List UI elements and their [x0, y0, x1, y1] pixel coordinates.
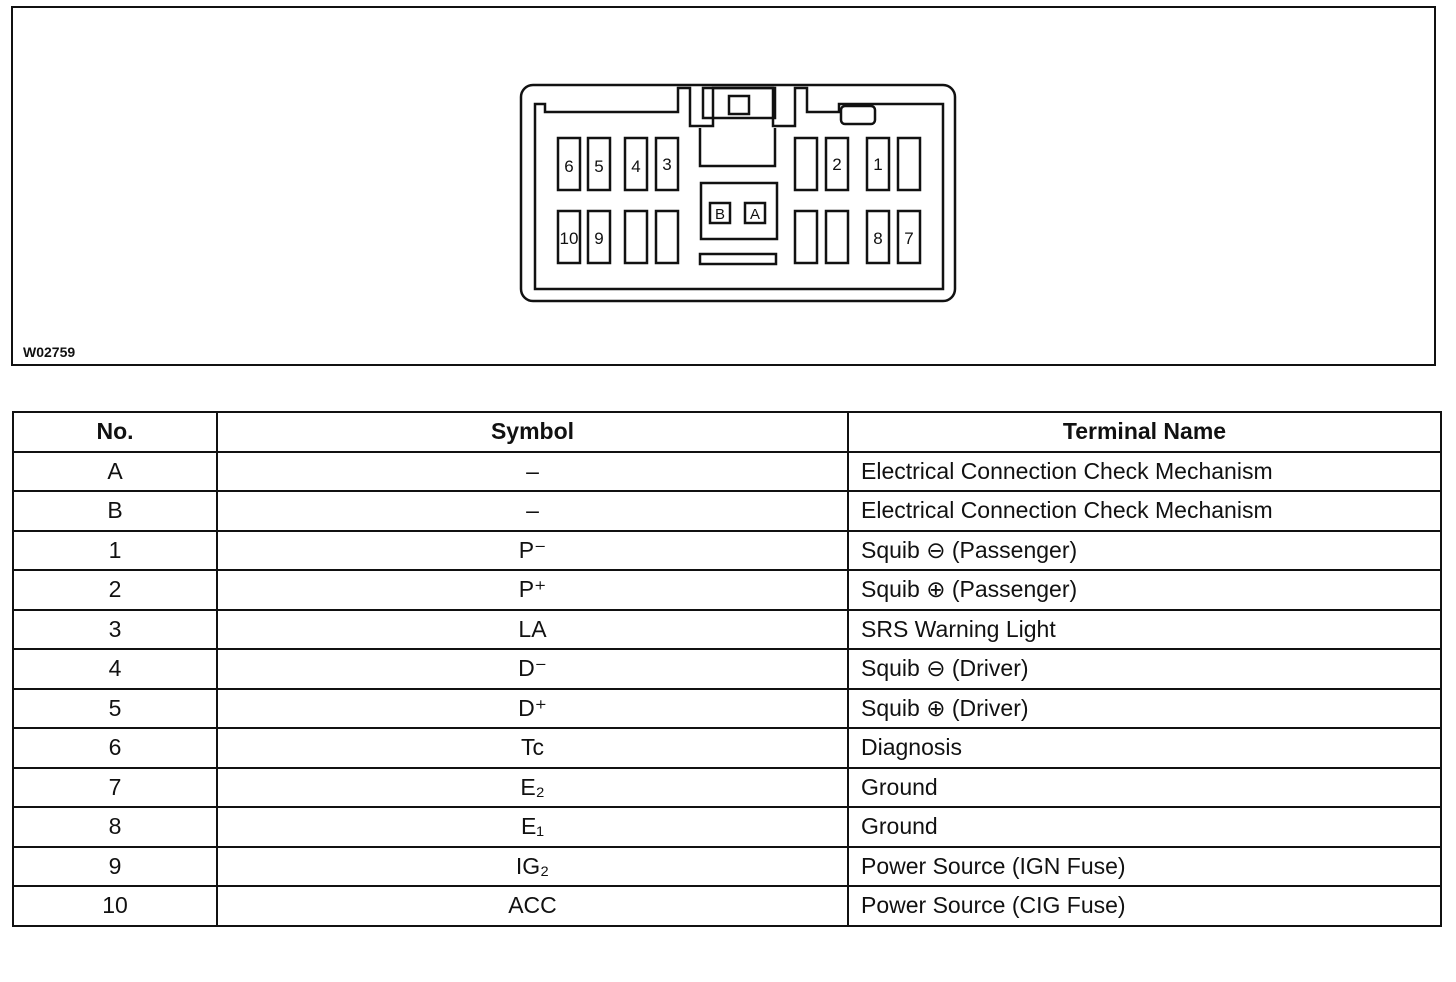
- cell-symbol: D⁺: [217, 689, 848, 729]
- connector-figure: [11, 6, 1436, 366]
- cell-symbol: P⁻: [217, 531, 848, 571]
- table-row: [13, 728, 1441, 768]
- table-row: [13, 886, 1441, 926]
- terminal-label-2: 2: [832, 155, 842, 174]
- cell-no: 5: [13, 689, 217, 729]
- terminal-blank-b3: [795, 211, 817, 263]
- cell-symbol: ACC: [217, 886, 848, 926]
- terminal-label-5: 5: [594, 157, 604, 176]
- table-row: [13, 570, 1441, 610]
- table-row: [13, 689, 1441, 729]
- terminal-label-4: 4: [631, 157, 641, 176]
- terminal-blank-t1: [795, 138, 817, 190]
- cell-terminal-name: Ground: [848, 768, 1441, 808]
- terminal-label-10: 10: [559, 229, 579, 248]
- cell-terminal-name: Squib ⊖ (Driver): [848, 649, 1441, 689]
- cell-no: 6: [13, 728, 217, 768]
- cell-no: B: [13, 491, 217, 531]
- table-row: [13, 807, 1441, 847]
- cell-symbol: Tc: [217, 728, 848, 768]
- connector-diagram: [13, 8, 1438, 368]
- cell-symbol: IG₂: [217, 847, 848, 887]
- terminal-label-8: 8: [873, 229, 883, 248]
- cell-no: 4: [13, 649, 217, 689]
- cell-symbol: E₁: [217, 807, 848, 847]
- table-row: [13, 452, 1441, 492]
- terminal-label-9: 9: [594, 229, 604, 248]
- table-row: [13, 491, 1441, 531]
- cell-no: 9: [13, 847, 217, 887]
- cell-no: 8: [13, 807, 217, 847]
- connector-latch-body: [700, 128, 775, 166]
- cell-terminal-name: Squib ⊕ (Passenger): [848, 570, 1441, 610]
- terminal-blank-b2: [656, 211, 678, 263]
- cell-terminal-name: Electrical Connection Check Mechanism: [848, 491, 1441, 531]
- table-row: [13, 768, 1441, 808]
- cell-symbol: D⁻: [217, 649, 848, 689]
- cell-terminal-name: Squib ⊕ (Driver): [848, 689, 1441, 729]
- table-row: [13, 531, 1441, 571]
- cell-no: 1: [13, 531, 217, 571]
- connector-latch-tab: [729, 96, 749, 114]
- terminal-label-6: 6: [564, 157, 574, 176]
- cell-terminal-name: Squib ⊖ (Passenger): [848, 531, 1441, 571]
- cell-terminal-name: Ground: [848, 807, 1441, 847]
- cell-terminal-name: SRS Warning Light: [848, 610, 1441, 650]
- check-label-b: B: [714, 206, 726, 223]
- terminal-blank-t2: [898, 138, 920, 190]
- connector-key-bump: [841, 106, 875, 124]
- cell-symbol: P⁺: [217, 570, 848, 610]
- cell-terminal-name: Electrical Connection Check Mechanism: [848, 452, 1441, 492]
- cell-terminal-name: Power Source (CIG Fuse): [848, 886, 1441, 926]
- check-label-a: A: [749, 206, 761, 223]
- table-row: [13, 649, 1441, 689]
- terminal-label-3: 3: [662, 155, 672, 174]
- table-header-row: [13, 412, 1441, 452]
- header-terminal-name: Terminal Name: [848, 412, 1441, 452]
- table-row: [13, 847, 1441, 887]
- cell-no: 10: [13, 886, 217, 926]
- table-row: [13, 610, 1441, 650]
- cell-symbol: –: [217, 452, 848, 492]
- cell-no: 2: [13, 570, 217, 610]
- cell-no: 3: [13, 610, 217, 650]
- terminal-label-7: 7: [904, 229, 914, 248]
- cell-terminal-name: Power Source (IGN Fuse): [848, 847, 1441, 887]
- cell-terminal-name: Diagnosis: [848, 728, 1441, 768]
- cell-symbol: LA: [217, 610, 848, 650]
- figure-id: W02759: [23, 344, 76, 360]
- cell-symbol: –: [217, 491, 848, 531]
- terminal-blank-b4: [826, 211, 848, 263]
- header-symbol: Symbol: [217, 412, 848, 452]
- cell-symbol: E₂: [217, 768, 848, 808]
- terminal-table: [12, 411, 1442, 927]
- header-no: No.: [13, 412, 217, 452]
- cell-no: A: [13, 452, 217, 492]
- terminal-label-1: 1: [873, 155, 883, 174]
- cell-no: 7: [13, 768, 217, 808]
- terminal-blank-b1: [625, 211, 647, 263]
- connector-slot-bar: [700, 254, 776, 264]
